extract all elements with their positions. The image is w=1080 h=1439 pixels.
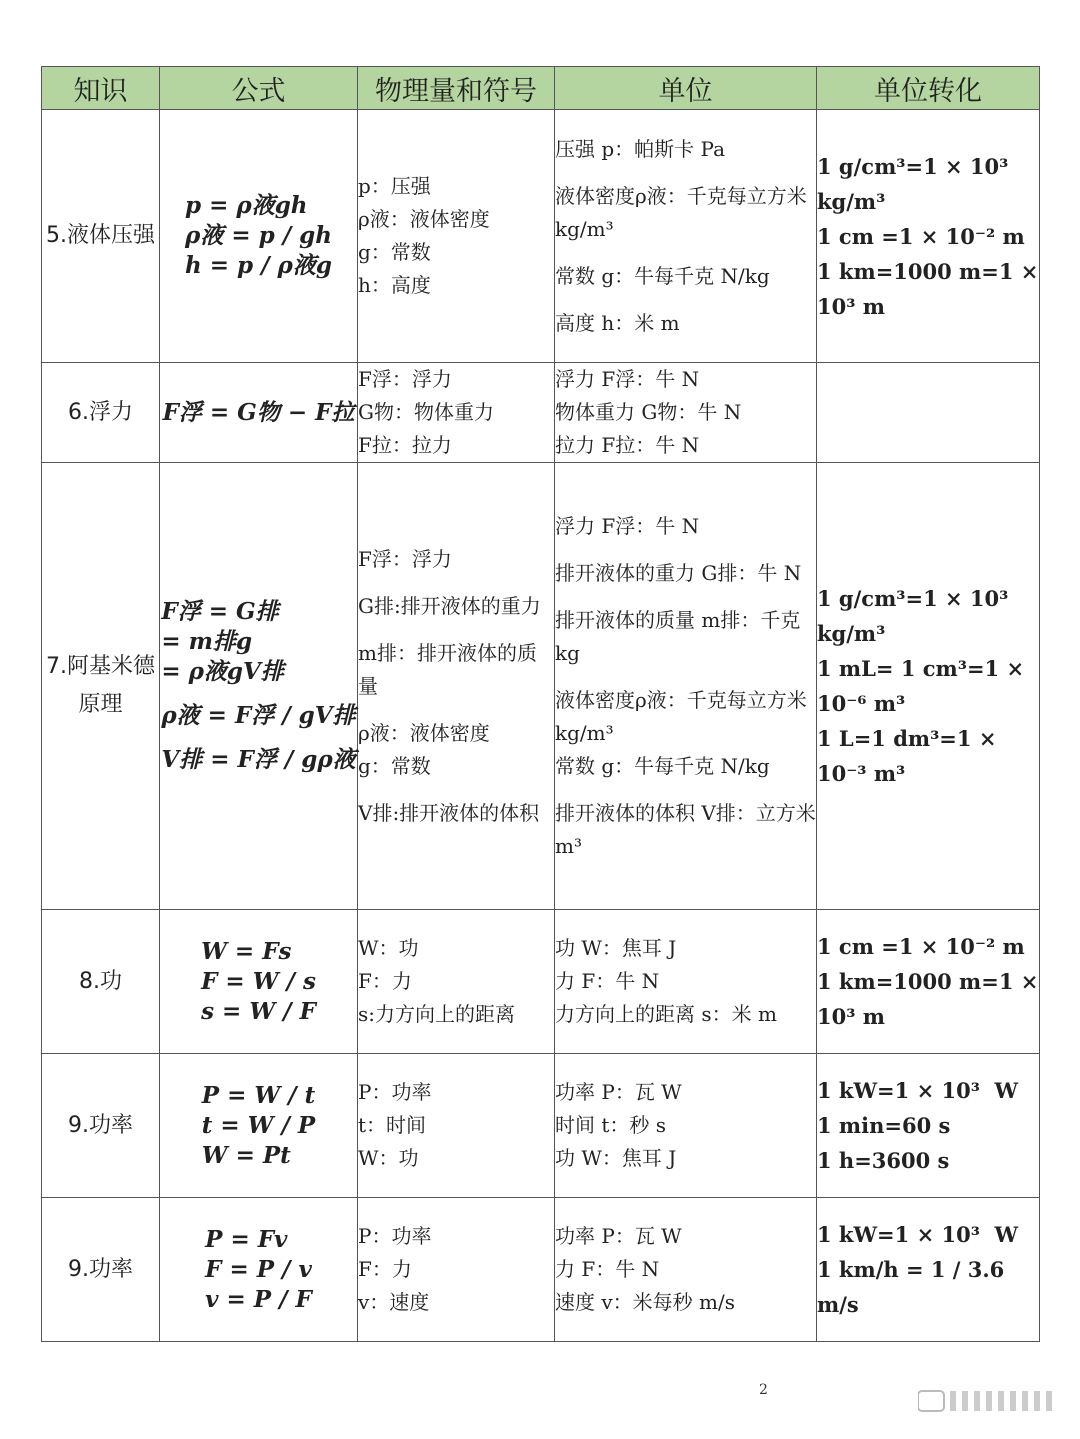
symbol-item: P：功率 <box>358 1224 432 1248</box>
conversion-item: 1 g/cm³=1 × 10³ kg/m³ <box>817 586 1016 646</box>
unit-item: 排开液体的体积 V排：立方米 m³ <box>555 800 823 858</box>
unit-item: 时间 t：秒 s <box>555 1113 667 1137</box>
symbol-item: m排：排开液体的质量 <box>358 640 537 698</box>
symbol-item: P：功率 <box>358 1080 432 1104</box>
unit-item: 排开液体的质量 m排：千克 kg <box>555 607 807 665</box>
conversion-item: 1 mL= 1 cm³=1 × 10⁻⁶ m³ <box>817 656 1032 716</box>
symbol-item: v：速度 <box>358 1290 430 1314</box>
header-formula: 公式 <box>160 67 358 110</box>
conversion-item: 1 km=1000 m=1 × 10³ m <box>817 969 1046 1029</box>
unit-item: 力 F：牛 N <box>555 969 660 993</box>
formula: F浮 = G排 <box>161 598 279 625</box>
formula: W = Pt <box>201 1141 291 1169</box>
symbol-item: t：时间 <box>358 1113 427 1137</box>
unit-item: 浮力 F浮：牛 N <box>555 367 700 391</box>
formula: = m排g <box>161 628 253 655</box>
page-number: 2 <box>759 1382 768 1398</box>
table-row <box>42 1054 1040 1198</box>
header-row <box>42 67 1040 110</box>
symbol-item: F：力 <box>358 1257 412 1281</box>
formula-cell <box>160 1198 358 1342</box>
unit-item: 功率 P：瓦 W <box>555 1080 682 1104</box>
symbol-cell <box>358 110 555 363</box>
formula: t = W / P <box>201 1111 316 1139</box>
topic-cell: 7.阿基米德原理 <box>42 463 160 910</box>
conversion-item: 1 min=60 s <box>817 1113 951 1138</box>
conversion-item: 1 cm =1 × 10⁻² m <box>817 223 1025 249</box>
unit-item: 压强 p：帕斯卡 Pa <box>555 136 725 161</box>
symbol-item: ρ液：液体密度 <box>358 720 490 745</box>
table-row <box>42 110 1040 363</box>
symbol-item: s:力方向上的距离 <box>358 1002 516 1026</box>
formula: V排 = F浮 / gρ液 <box>161 746 356 773</box>
symbol-item: F拉：拉力 <box>358 433 452 457</box>
symbol-item: W：功 <box>358 1146 419 1170</box>
watermark-logo <box>918 1389 1056 1413</box>
conversion-cell <box>817 363 1040 463</box>
formula: p = ρ液gh <box>185 192 308 219</box>
formula: h = p / ρ液g <box>185 252 332 279</box>
symbol-item: F浮：浮力 <box>358 367 452 391</box>
formula-cell <box>160 363 358 463</box>
formula: F = W / s <box>201 967 316 995</box>
unit-item: 拉力 F拉：牛 N <box>555 433 700 457</box>
topic-cell: 5.液体压强 <box>42 110 160 363</box>
symbol-cell <box>358 363 555 463</box>
unit-item: 功 W：焦耳 J <box>555 936 677 960</box>
topic-cell: 9.功率 <box>42 1054 160 1198</box>
unit-item: 浮力 F浮：牛 N <box>555 513 700 538</box>
unit-cell <box>555 1198 817 1342</box>
unit-cell <box>555 1054 817 1198</box>
conversion-item: 1 km=1000 m=1 × 10³ m <box>817 258 1046 319</box>
unit-cell <box>555 363 817 463</box>
formula: W = Fs <box>201 937 292 965</box>
topic-cell: 8.功 <box>42 910 160 1054</box>
conversion-cell <box>817 1054 1040 1198</box>
formula: ρ液 = p / gh <box>185 222 332 249</box>
unit-item: 常数 g：牛每千克 N/kg <box>555 753 770 778</box>
unit-cell <box>555 110 817 363</box>
conversion-cell <box>817 463 1040 910</box>
table-row <box>42 463 1040 910</box>
symbol-item: G排:排开液体的重力 <box>358 593 541 618</box>
formula: s = W / F <box>201 997 316 1025</box>
symbol-cell <box>358 1054 555 1198</box>
symbol-cell <box>358 910 555 1054</box>
formula: = ρ液gV排 <box>161 658 284 685</box>
formula-cell <box>160 910 358 1054</box>
topic-cell: 6.浮力 <box>42 363 160 463</box>
header-unit-conversion: 单位转化 <box>817 67 1040 110</box>
unit-cell <box>555 910 817 1054</box>
formula-cell <box>160 463 358 910</box>
unit-item: 高度 h：米 m <box>555 310 680 335</box>
conversion-item: 1 kW=1 × 10³ W <box>817 1222 1019 1247</box>
symbol-item: ρ液：液体密度 <box>358 207 490 231</box>
formula: v = P / F <box>205 1285 312 1313</box>
symbol-item: G物：物体重力 <box>358 400 494 424</box>
symbol-cell <box>358 1198 555 1342</box>
conversion-item: 1 h=3600 s <box>817 1148 950 1173</box>
header-unit: 单位 <box>555 67 817 110</box>
formula-cell <box>160 110 358 363</box>
table-row <box>42 363 1040 463</box>
unit-item: 物体重力 G物：牛 N <box>555 400 742 424</box>
conversion-item: 1 g/cm³=1 × 10³ kg/m³ <box>817 153 1016 214</box>
symbol-item: g：常数 <box>358 753 431 778</box>
unit-cell <box>555 463 823 910</box>
formula: F浮 = G物 − F拉 <box>162 398 355 426</box>
unit-item: 常数 g：牛每千克 N/kg <box>555 263 770 288</box>
header-knowledge: 知识 <box>42 67 160 110</box>
unit-item: 速度 v：米每秒 m/s <box>555 1290 735 1314</box>
formula-cell <box>160 1054 358 1198</box>
unit-item: 力 F：牛 N <box>555 1257 660 1281</box>
conversion-item: 1 km/h = 1 / 3.6 m/s <box>817 1257 1012 1317</box>
unit-item: 液体密度ρ液：千克每立方米 kg/m³ <box>555 687 814 745</box>
symbol-cell <box>358 463 555 910</box>
physics-formula-table <box>41 66 1046 1342</box>
unit-item: 液体密度ρ液：千克每立方米 kg/m³ <box>555 183 814 241</box>
table-row <box>42 910 1040 1054</box>
conversion-cell <box>817 110 1046 363</box>
formula: F = P / v <box>205 1255 312 1283</box>
formula: P = W / t <box>201 1081 316 1109</box>
symbol-item: F：力 <box>358 969 412 993</box>
conversion-cell <box>817 1198 1040 1342</box>
topic-cell: 9.功率 <box>42 1198 160 1342</box>
header-quantity-symbol: 物理量和符号 <box>358 67 555 110</box>
unit-item: 功率 P：瓦 W <box>555 1224 682 1248</box>
symbol-item: V排:排开液体的体积 <box>358 800 540 825</box>
formula: P = Fv <box>205 1225 288 1253</box>
conversion-cell <box>817 910 1046 1054</box>
conversion-item: 1 L=1 dm³=1 × 10⁻³ m³ <box>817 726 1004 786</box>
unit-item: 排开液体的重力 G排：牛 N <box>555 560 802 585</box>
symbol-item: W：功 <box>358 936 419 960</box>
conversion-item: 1 kW=1 × 10³ W <box>817 1078 1019 1103</box>
symbol-item: h：高度 <box>358 273 431 297</box>
symbol-item: F浮：浮力 <box>358 546 452 571</box>
table-row <box>42 1198 1040 1342</box>
formula: ρ液 = F浮 / gV排 <box>161 702 356 729</box>
unit-item: 功 W：焦耳 J <box>555 1146 677 1170</box>
symbol-item: g：常数 <box>358 240 431 264</box>
symbol-item: p：压强 <box>358 174 431 198</box>
unit-item: 力方向上的距离 s：米 m <box>555 1002 777 1026</box>
conversion-item: 1 cm =1 × 10⁻² m <box>817 934 1025 959</box>
